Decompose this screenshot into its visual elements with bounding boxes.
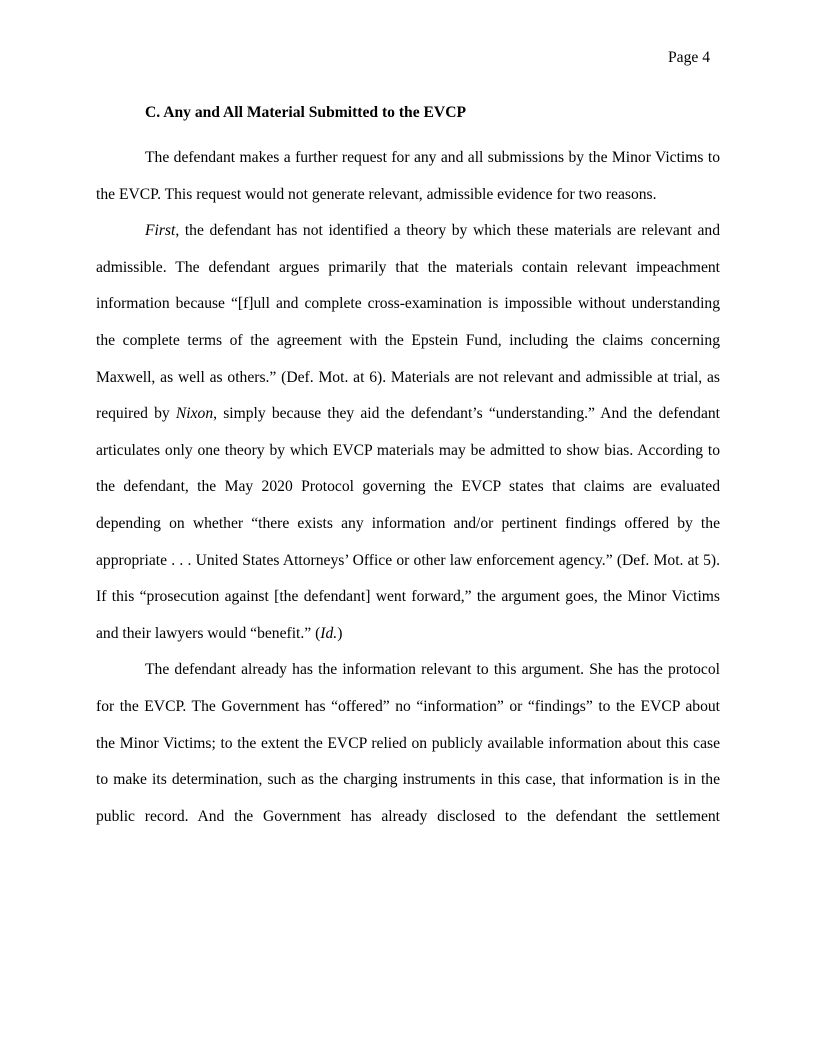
paragraph bbox=[96, 140, 720, 213]
paragraph-text: , simply because they aid the defendant’s “understanding.” And the defendant articulates only one theory by which EVCP materials may be admitted to show bias. According to the defendant, the May 2020 Protocol governing the EVCP states that claims are evaluated depending on whether “there exists any information and/or pertinent findings offered by the appropriate . . . United States Attorneys’ Office or other law enforcement agency.” (Def. Mot. at 5). If this “prosecution against [the defendant] went forward,” the argument goes, the Minor Victims and their lawyers would “benefit.” ( bbox=[96, 405, 720, 642]
document-body bbox=[96, 140, 720, 835]
paragraph-text: The defendant makes a further request for any and all submissions by the Minor Victims to the EVCP. This request would not generate relevant, admissible evidence for two reasons. bbox=[96, 149, 720, 203]
emphasized-text: First bbox=[145, 222, 176, 240]
citation-id: Id. bbox=[320, 624, 338, 642]
section-heading: C. Any and All Material Submitted to the EVCP bbox=[145, 104, 466, 121]
paragraph-text: ) bbox=[337, 624, 343, 642]
case-citation: Nixon bbox=[175, 405, 214, 423]
paragraph bbox=[96, 652, 720, 835]
paragraph bbox=[96, 213, 720, 652]
paragraph-text: , the defendant has not identified a theory by which these materials are relevant and admissible. The defendant argues primarily that the materials contain relevant impeachment information because “[f]ull and complete cross-examination is impossible without understanding the complete terms of the agreement with the Epstein Fund, including the claims concerning Maxwell, as well as others.” (Def. Mot. at 6). Materials are not relevant and admissible at trial, as required by bbox=[96, 222, 720, 423]
paragraph-text: The defendant already has the information relevant to this argument. She has the protocol for the EVCP. The Government has “offered” no “information” or “findings” to the EVCP about the Minor Victims; to the extent the EVCP relied on publicly available information about this case to make its determination, such as the charging instruments in this case, that information is in the public record. And the Government has already disclosed to the defendant the settlement bbox=[96, 661, 720, 825]
page-number: Page 4 bbox=[668, 49, 711, 66]
